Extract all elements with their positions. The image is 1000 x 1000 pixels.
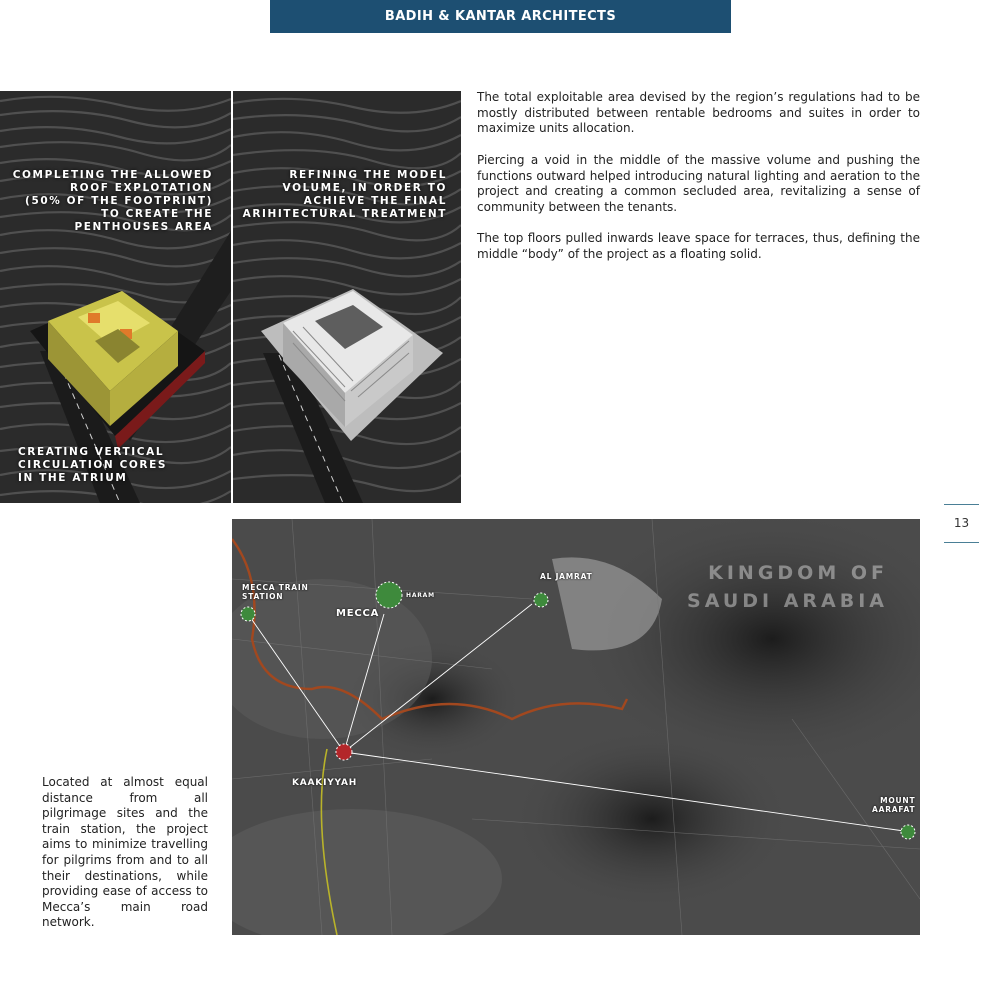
map-title: KINGDOM OF SAUDI ARABIA <box>687 562 888 612</box>
page-number-box <box>944 504 979 543</box>
header-bar <box>270 0 731 33</box>
page-number: 13 <box>953 516 970 530</box>
location-paragraph: Located at almost equal distance from all pilgrimage sites and the train station, the project aims to minimize travelling for pilgrims from and to all their destinations, while providing ease of access to Mecca’s main road network. <box>42 775 208 930</box>
label-mecca-train-station: MECCA TRAIN STATION <box>242 583 309 601</box>
caption-refining-model: REFINING THE MODEL VOLUME, IN ORDER TO ACHIEVE THE FINAL ARIHITECTURAL TREATMENT <box>242 169 447 220</box>
label-mount-aarafat: MOUNT AARAFAT <box>872 796 916 814</box>
label-haram: HARAM <box>406 592 435 599</box>
site-map <box>232 519 920 935</box>
massing-diagram-yellow <box>0 91 231 503</box>
header-title: BADIH & KANTAR ARCHITECTS <box>384 9 617 24</box>
label-al-jamrat: AL JAMRAT <box>540 572 593 581</box>
massing-diagram-white <box>233 91 461 503</box>
body-paragraph-2: Piercing a void in the middle of the massive volume and pushing the functions outward helped introducing natural lighting and aeration to the project and creating a common secluded area, revitalizing a sense of community between the tenants. <box>477 153 920 214</box>
label-mecca: MECCA <box>336 608 380 619</box>
caption-circulation-cores: CREATING VERTICAL CIRCULATION CORES IN THE ATRIUM <box>18 446 168 484</box>
label-kaakiyyah: KAAKIYYAH <box>292 778 358 788</box>
terrain-render-right <box>233 91 461 503</box>
body-paragraph-3: The top floors pulled inwards leave space for terraces, thus, defining the middle “body” of the project as a floating solid. <box>477 231 920 261</box>
terrain-render-left <box>0 91 231 503</box>
caption-roof-exploitation: COMPLETING THE ALLOWED ROOF EXPLOTATION (50% OF THE FOOTPRINT) TO CREATE THE PENTHOUSES AREA <box>12 169 213 233</box>
body-paragraph-1: The total exploitable area devised by the region’s regulations had to be mostly distributed between rentable bedrooms and suites in order to maximize units allocation. <box>477 90 920 135</box>
